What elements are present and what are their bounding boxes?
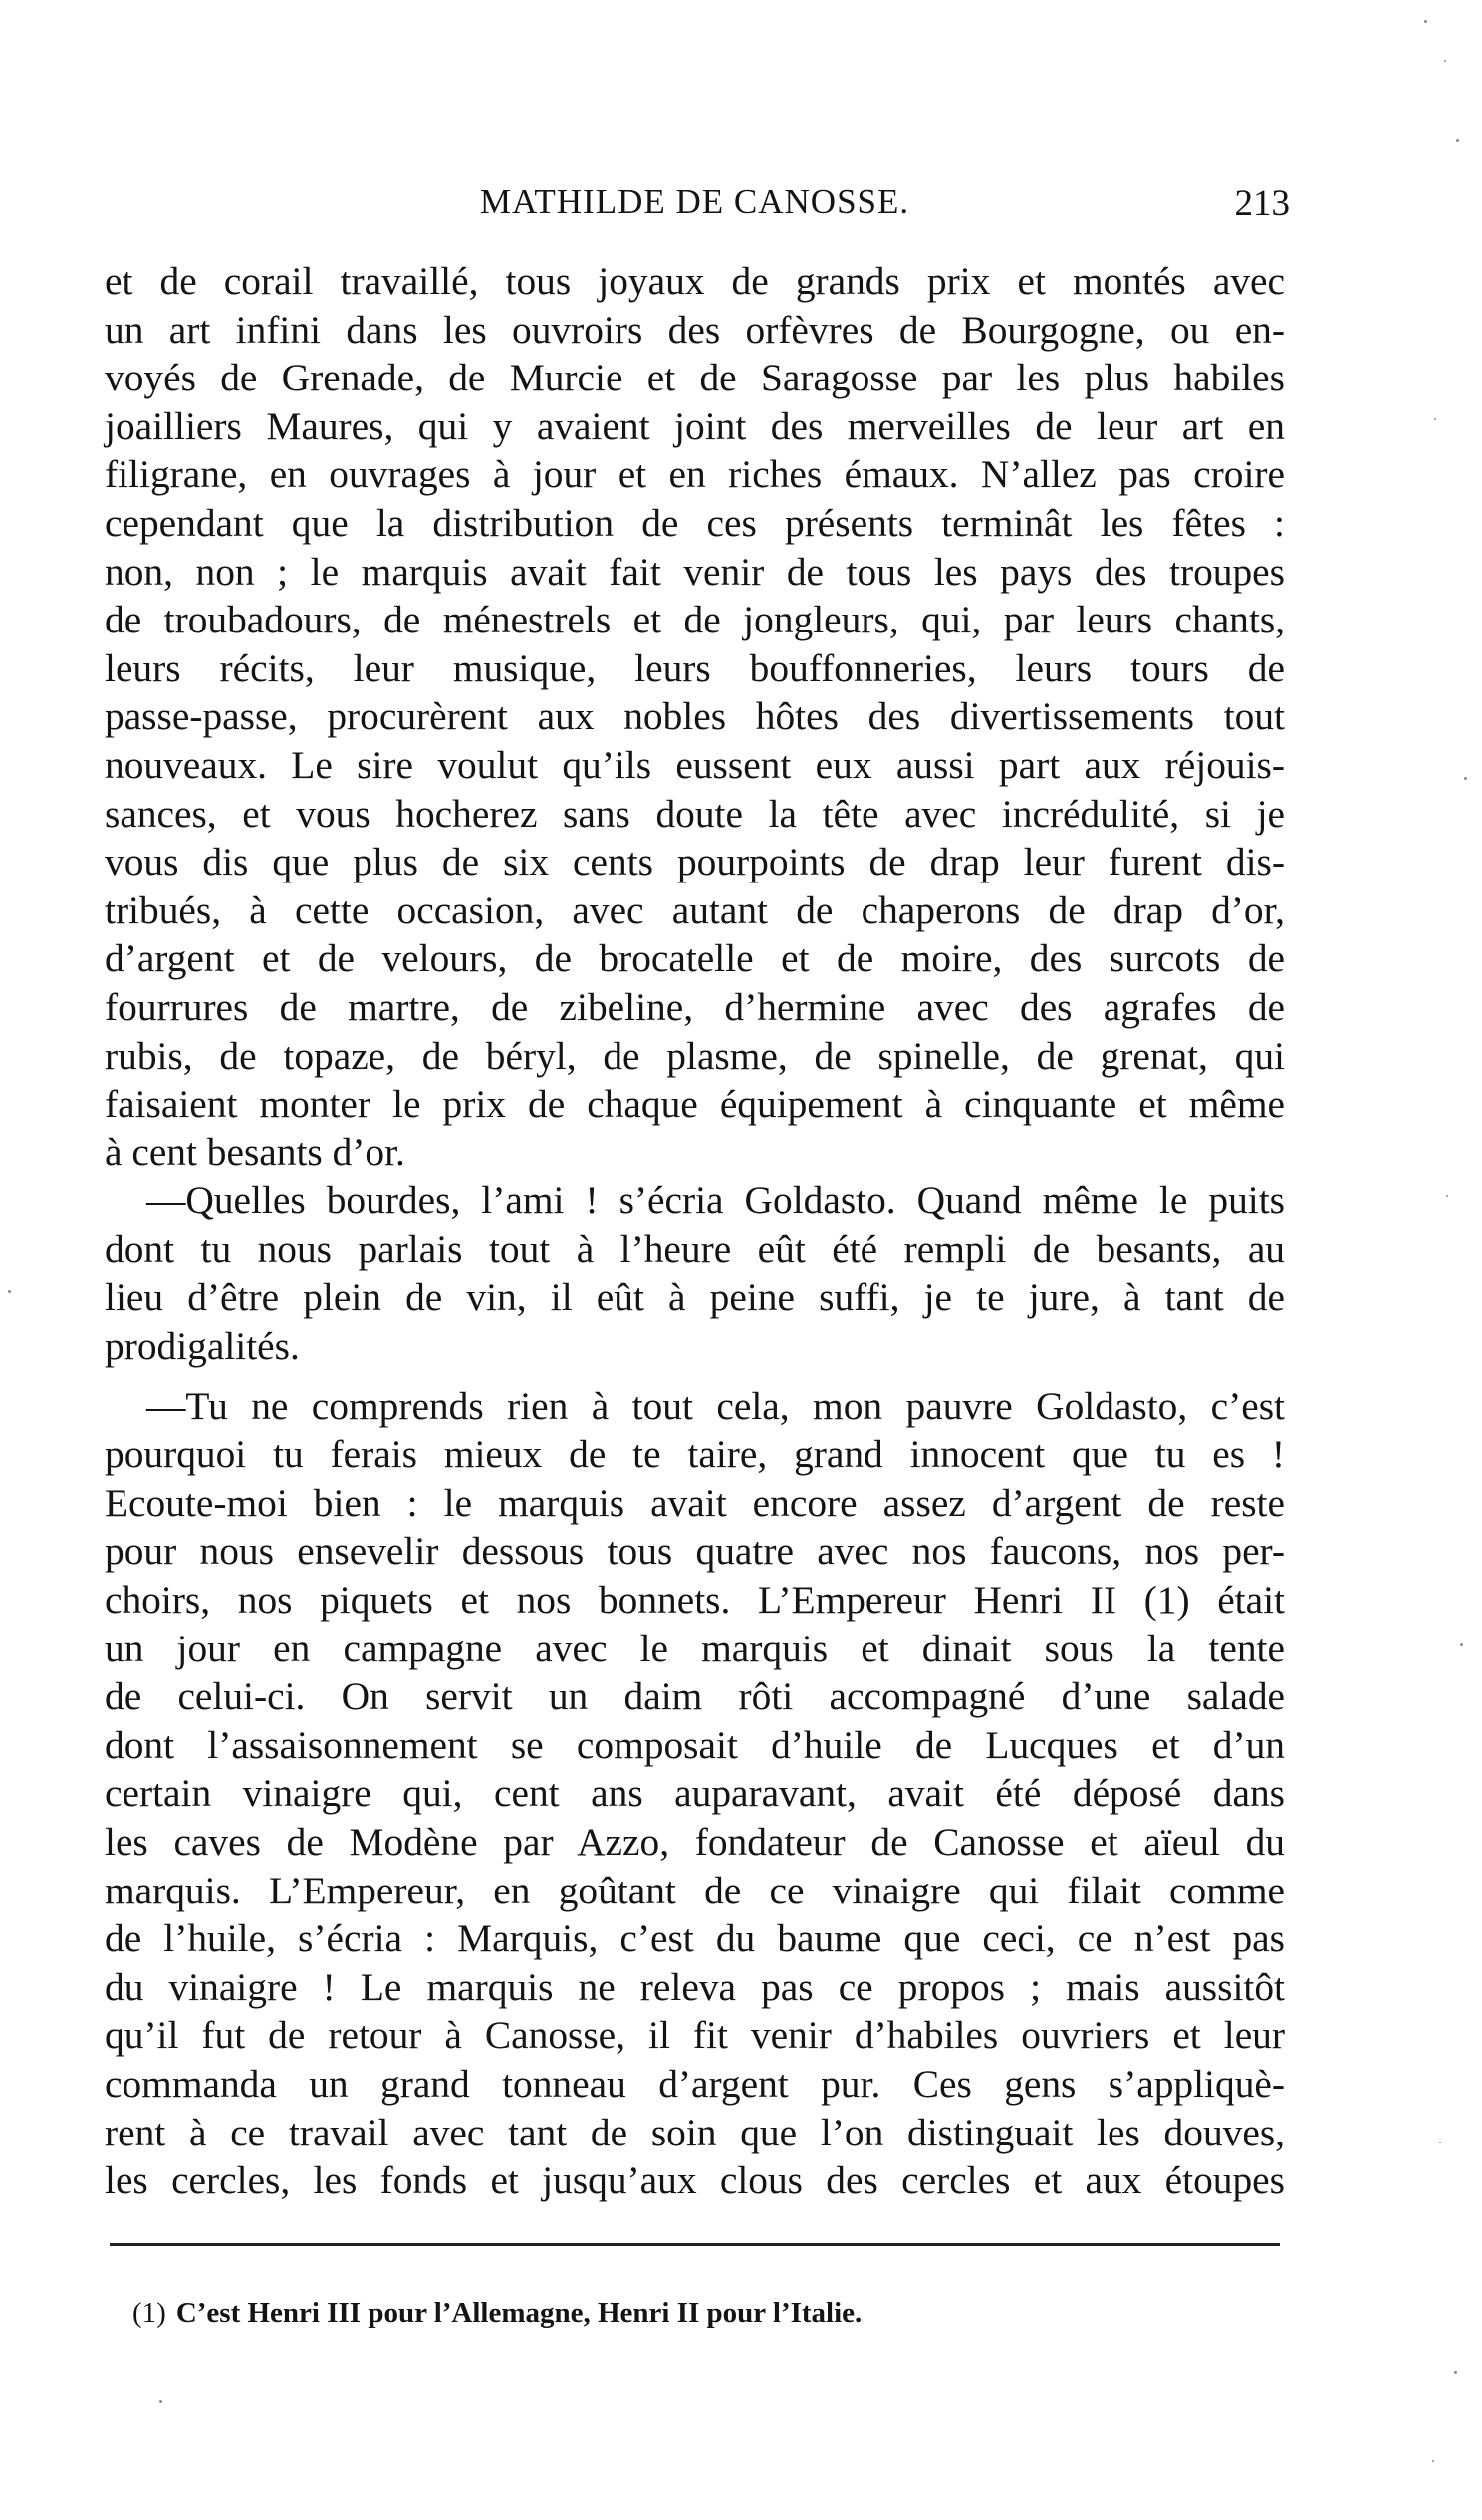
text-line: cependant que la distribution de ces présents terminât les fêtes : (105, 500, 1285, 545)
body-text (105, 257, 1285, 2205)
text-line: de celui-ci. On servit un daim rôti accompagné d’une salade (105, 1674, 1285, 1719)
text-line: un art infini dans les ouvroirs des orfèvres de Bourgogne, ou en- (105, 307, 1285, 352)
footnote-marker: (1) (132, 2297, 166, 2329)
text-line: filigrane, en ouvrages à jour et en riches émaux. N’allez pas croire (105, 452, 1285, 497)
text-line: du vinaigre ! Le marquis ne releva pas ce propos ; mais aussitôt (105, 1964, 1285, 2009)
text-line: dont tu nous parlais tout à l’heure eût été rempli de besants, au (105, 1226, 1285, 1271)
text-line: nouveaux. Le sire voulut qu’ils eussent eux aussi part aux réjouis- (105, 742, 1285, 787)
text-line: certain vinaigre qui, cent ans auparavant, avait été déposé dans (105, 1771, 1285, 1816)
text-line: prodigalités. (105, 1324, 300, 1369)
text-line: commanda un grand tonneau d’argent pur. Ces gens s’appliquè- (105, 2061, 1285, 2106)
text-line: vous dis que plus de six cents pourpoints de drap leur furent dis- (105, 840, 1285, 884)
text-line: pourquoi tu ferais mieux de te taire, grand innocent que tu es ! (105, 1432, 1285, 1477)
text-line: les cercles, les fonds et jusqu’aux clous des cercles et aux étoupes (105, 2158, 1285, 2203)
text-line: —Tu ne comprends rien à tout cela, mon pauvre Goldasto, c’est (146, 1384, 1285, 1428)
footnote-rule (110, 2243, 1280, 2246)
text-line: de l’huile, s’écria : Marquis, c’est du baume que ceci, ce n’est pas (105, 1916, 1285, 1961)
scan-speck (1432, 2460, 1434, 2462)
paragraph-gap (105, 1371, 1285, 1383)
text-line: un jour en campagne avec le marquis et dinait sous la tente (105, 1626, 1285, 1670)
text-line: sances, et vous hocherez sans doute la tête avec incrédulité, si je (105, 791, 1285, 836)
scan-speck (1444, 60, 1446, 62)
page-number: 213 (1234, 183, 1290, 224)
scan-speck (1464, 777, 1467, 780)
scan-speck (1439, 2142, 1441, 2143)
scan-speck (1446, 1195, 1448, 1197)
text-line: voyés de Grenade, de Murcie et de Saragosse par les plus habiles (105, 356, 1285, 400)
text-line: joailliers Maures, qui y avaient joint des merveilles de leur art en (105, 403, 1285, 448)
text-line: à cent besants d’or. (105, 1130, 405, 1174)
footnote-text: C’est Henri III pour l’Allemagne, Henri II pour l’Italie. (175, 2297, 863, 2329)
text-line: leurs récits, leur musique, leurs bouffonneries, leurs tours de (105, 645, 1285, 690)
footnote (132, 2297, 862, 2330)
scan-speck (1456, 139, 1459, 142)
text-line: passe-passe, procurèrent aux nobles hôtes des divertissements tout (105, 694, 1285, 739)
text-line: et de corail travaillé, tous joyaux de grands prix et montés avec (105, 259, 1285, 303)
scan-speck (159, 2400, 162, 2403)
running-title: MATHILDE DE CANOSSE. (479, 182, 910, 221)
text-line: lieu d’être plein de vin, il eût à peine suffi, je te jure, à tant de (105, 1275, 1285, 1320)
text-line: —Quelles bourdes, l’ami ! s’écria Goldasto. Quand même le puits (146, 1178, 1285, 1223)
scan-speck (8, 1290, 11, 1293)
text-line: dont l’assaisonnement se composait d’huile de Lucques et d’un (105, 1722, 1285, 1767)
text-line: d’argent et de velours, de brocatelle et de moire, des surcots de (105, 936, 1285, 981)
text-line: les caves de Modène par Azzo, fondateur de Canosse et aïeul du (105, 1820, 1285, 1864)
text-line: choirs, nos piquets et nos bonnets. L’Empereur Henri II (1) était (105, 1578, 1285, 1623)
text-line: marquis. L’Empereur, en goûtant de ce vinaigre qui filait comme (105, 1868, 1285, 1912)
text-line: rubis, de topaze, de béryl, de plasme, de spinelle, de grenat, qui (105, 1033, 1285, 1078)
text-line: de troubadours, de ménestrels et de jongleurs, qui, par leurs chants, (105, 598, 1285, 642)
text-line: faisaient monter le prix de chaque équipement à cinquante et même (105, 1082, 1285, 1127)
text-line: Ecoute-moi bien : le marquis avait encore assez d’argent de reste (105, 1480, 1285, 1525)
scan-speck (1460, 1643, 1463, 1646)
scan-speck (1424, 20, 1427, 23)
text-line: non, non ; le marquis avait fait venir de tous les pays des troupes (105, 549, 1285, 594)
text-line: rent à ce travail avec tant de soin que l’on distinguait les douves, (105, 2110, 1285, 2154)
text-line: pour nous ensevelir dessous tous quatre avec nos faucons, nos per- (105, 1529, 1285, 1574)
text-line: tribués, à cette occasion, avec autant de chaperons de drap d’or, (105, 887, 1285, 932)
text-line: fourrures de martre, de zibeline, d’hermine avec des agrafes de (105, 984, 1285, 1029)
text-line: qu’il fut de retour à Canosse, il fit venir d’habiles ouvriers et leur (105, 2013, 1285, 2058)
scan-speck (1434, 418, 1436, 420)
page-header (100, 182, 1290, 232)
scan-speck (1454, 2371, 1457, 2374)
